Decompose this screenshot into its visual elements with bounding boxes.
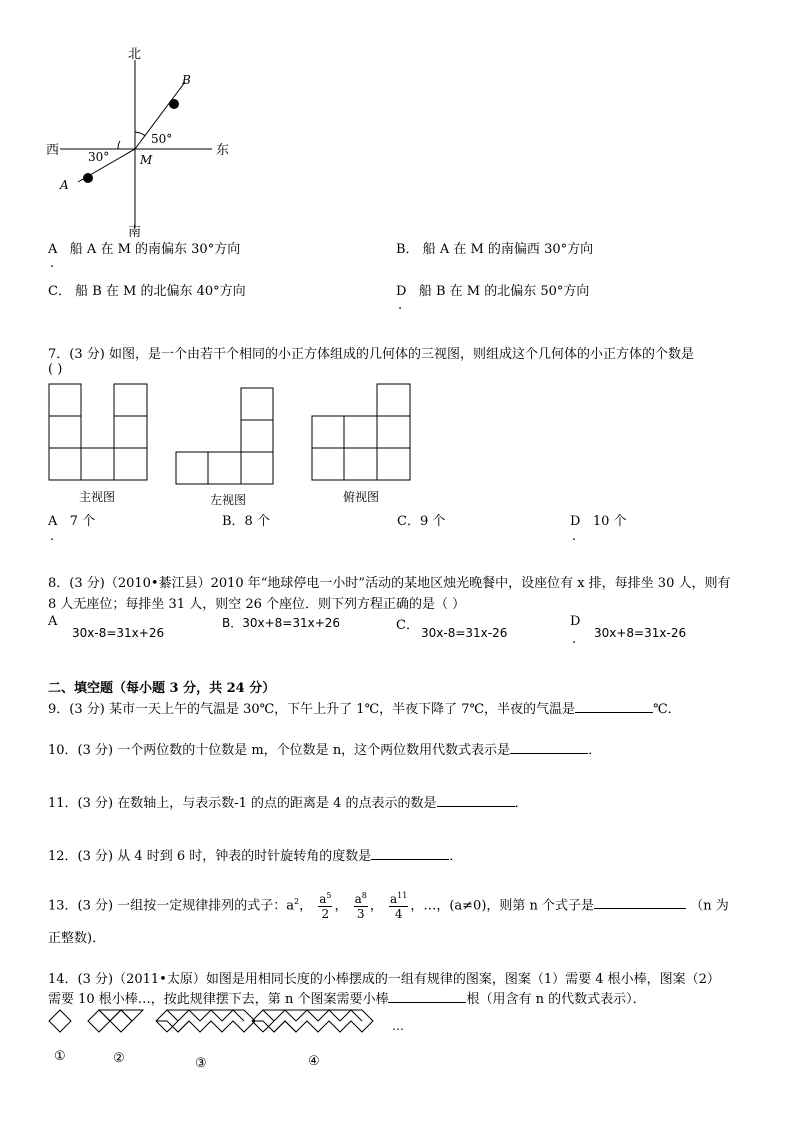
- ship-a-point: [83, 173, 93, 183]
- label-pattern-2: ②: [113, 1051, 125, 1066]
- q7-option-d-dot: .: [572, 529, 577, 544]
- label-angle-50: 50°: [151, 132, 173, 146]
- q11: 11．(3 分) 在数轴上，与表示数-1 的点的距离是 4 的点表示的数是 ．: [48, 796, 528, 811]
- q13-fraction-3: $\frac{a^{11}}{4}$: [390, 891, 408, 922]
- angle-arc-50: [135, 132, 145, 136]
- q7-option-d: D 10 个: [570, 514, 627, 529]
- q9: 9．(3 分) 某市一天上午的气温是 30℃，下午上升了 1℃，半夜下降了 7℃，半夜的气温是 ℃．: [48, 702, 681, 717]
- pattern-3: [156, 1010, 255, 1032]
- q7-option-b: B．8 个: [222, 514, 270, 529]
- q8-line2: 8 人无座位；每排坐 31 人，则空 26 个座位．则下列方程正确的是（ ）: [48, 597, 466, 612]
- q14-answer-blank[interactable]: [388, 990, 466, 1003]
- q13: 13．(3 分) 一组按一定规律排列的式子：$a^2$， $\frac{a^5}{2}$ ， $\frac{a^8}{3}$ ， $\frac{a^{11}}{4}$ ，…，(a≠0)，则第 n 个式子是 （n 为: [48, 891, 729, 922]
- label-west: 西: [46, 143, 60, 158]
- angle-arc-30: [118, 141, 120, 149]
- label-m: M: [140, 153, 153, 167]
- q8-option-c-letter: C．: [396, 618, 419, 633]
- label-pattern-1: ①: [54, 1049, 66, 1064]
- pattern-4: [252, 1010, 373, 1032]
- label-pattern-4: ④: [308, 1054, 320, 1069]
- q12: 12．(3 分) 从 4 时到 6 时，钟表的时针旋转角的度数是 ．: [48, 849, 463, 864]
- section-title: 二、填空题（每小题 3 分，共 24 分）: [48, 681, 276, 696]
- label-a: A: [60, 178, 69, 192]
- q8-option-d: 30x+8=31x-26: [594, 626, 687, 640]
- q7-option-a: A 7 个: [48, 514, 96, 529]
- q8-option-d-dot: .: [572, 632, 577, 647]
- q6-option-a-dot: .: [50, 256, 55, 271]
- q14-line1: 14．(3 分)（2011•太原）如图是用相同长度的小棒摆成的一组有规律的图案，图案（1）需要 4 根小棒，图案（2）: [48, 972, 720, 987]
- q7-paren: ( ): [48, 362, 63, 377]
- stick-pattern-figure: [46, 1008, 416, 1074]
- q8-option-b: B．30x+8=31x+26: [222, 616, 341, 630]
- label-south: 南: [128, 225, 142, 240]
- q8-option-a-letter: A: [48, 614, 58, 629]
- q6-option-c: C． 船 B 在 M 的北偏东 40°方向: [48, 284, 246, 299]
- ship-b-point: [169, 99, 179, 109]
- pattern-1: [49, 1010, 71, 1032]
- q7-option-a-dot: .: [50, 529, 55, 544]
- q6-option-d: D 船 B 在 M 的北偏东 50°方向: [396, 284, 590, 299]
- pattern-2: [88, 1010, 143, 1032]
- q10: 10．(3 分) 一个两位数的十位数是 m，个位数是 n，这个两位数用代数式表示是 ．: [48, 743, 602, 758]
- q10-answer-blank[interactable]: [510, 741, 588, 754]
- label-north: 北: [128, 47, 142, 62]
- left-view: [176, 388, 273, 484]
- top-view: [312, 384, 410, 480]
- q7-option-c: C．9 个: [397, 514, 446, 529]
- q13-answer-blank[interactable]: [594, 896, 686, 909]
- q8-option-d-letter: D: [570, 614, 581, 629]
- q6-option-b: B． 船 A 在 M 的南偏西 30°方向: [396, 242, 594, 257]
- q13-fraction-2: $\frac{a^8}{3}$: [354, 891, 367, 922]
- q8-option-a: 30x-8=31x+26: [72, 626, 165, 640]
- label-b: B: [182, 73, 191, 87]
- compass-figure: [40, 40, 240, 240]
- label-left-view: 左视图: [210, 493, 247, 507]
- q8-line1: 8．(3 分)（2010•綦江县）2010 年“地球停电一小时”活动的某地区烛光晚餐中，设座位有 x 排，每排坐 30 人，则有: [48, 576, 731, 591]
- label-top-view: 俯视图: [343, 490, 380, 504]
- q6-option-a: A 船 A 在 M 的南偏东 30°方向: [48, 242, 241, 257]
- q7-stem: 7．(3 分) 如图，是一个由若干个相同的小正方体组成的几何体的三视图，则组成这个几何体的小正方体的个数是: [48, 347, 694, 362]
- q13-line2: 正整数)．: [48, 931, 106, 946]
- ellipsis: …: [392, 1019, 404, 1033]
- label-front-view: 主视图: [79, 490, 116, 504]
- q13-fraction-1: $\frac{a^5}{2}$: [319, 891, 332, 922]
- q11-answer-blank[interactable]: [437, 794, 515, 807]
- q14-line2: 需要 10 根小棒…，按此规律摆下去，第 n 个图案需要小棒 根（用含有 n 的代数式表示）．: [48, 992, 646, 1007]
- q6-option-d-dot: .: [398, 298, 403, 313]
- label-angle-30: 30°: [88, 150, 110, 164]
- front-view: [49, 384, 147, 480]
- three-views-figure: [46, 380, 426, 510]
- q9-answer-blank[interactable]: [575, 700, 653, 713]
- q12-answer-blank[interactable]: [371, 847, 449, 860]
- q8-option-c: 30x-8=31x-26: [421, 626, 508, 640]
- label-east: 东: [216, 143, 230, 158]
- label-pattern-3: ③: [195, 1056, 207, 1071]
